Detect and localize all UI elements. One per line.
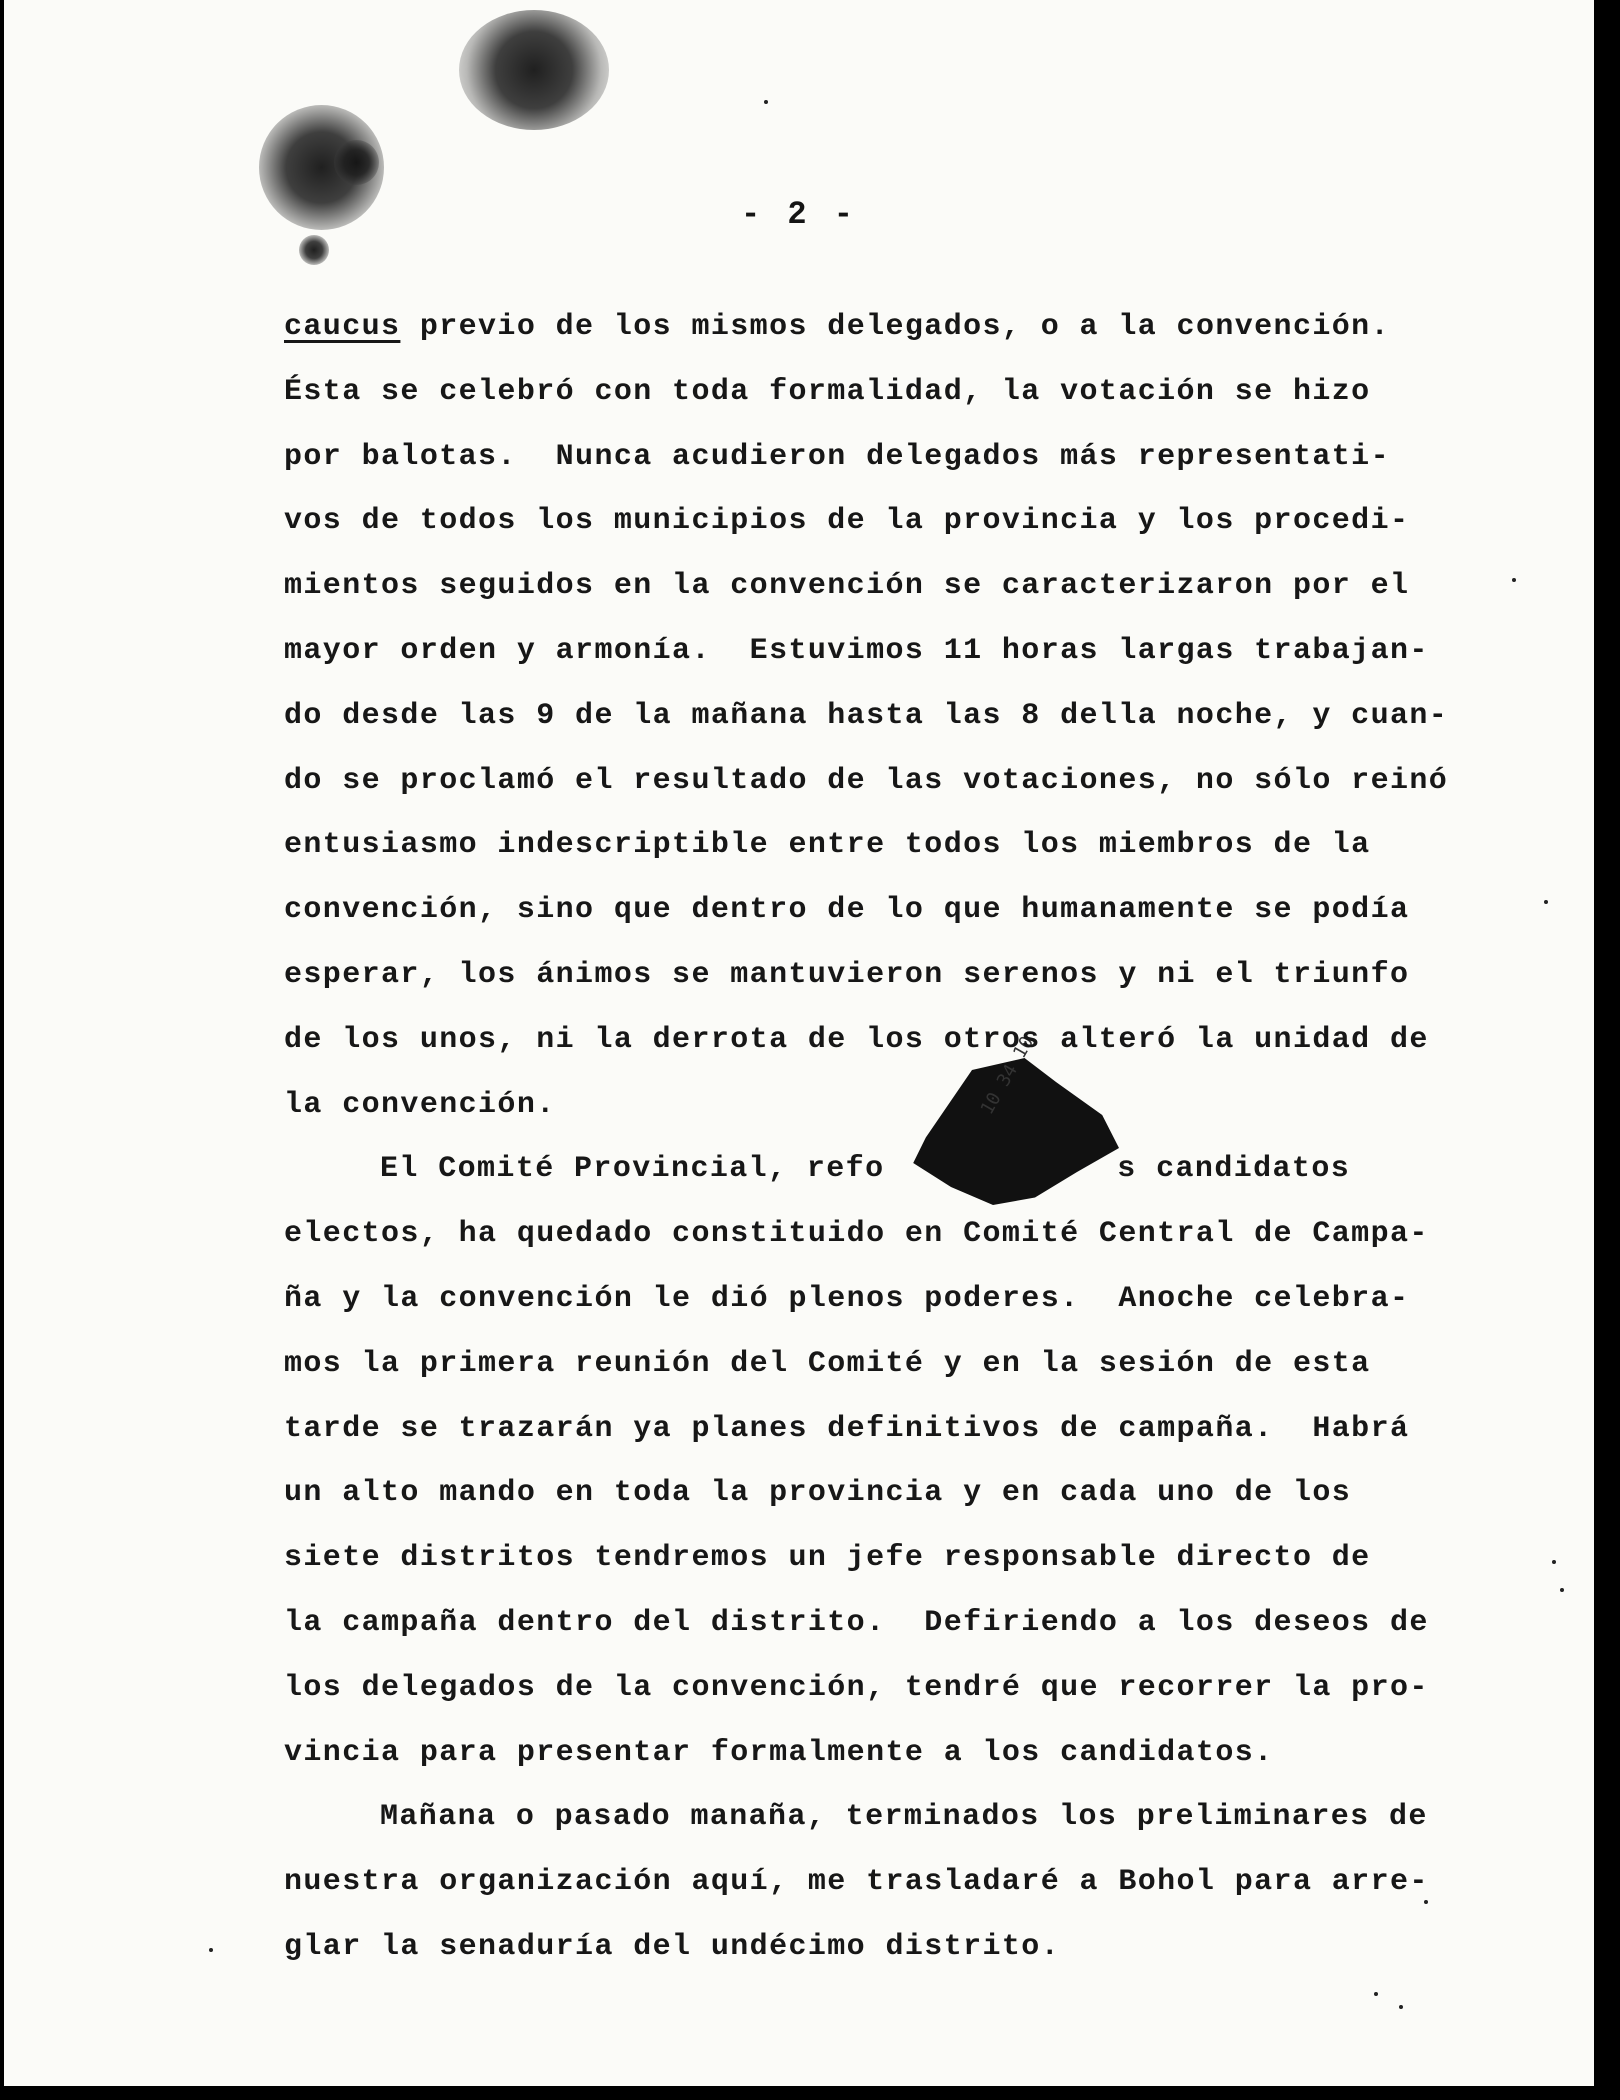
- line-text: la convención.: [284, 1087, 556, 1122]
- line-text: do se proclamó el resultado de las votaciones, no sólo reinó: [284, 763, 1449, 798]
- text-line: [284, 943, 1459, 1008]
- text-line: [284, 1785, 1459, 1850]
- line-text: do desde las 9 de la mañana hasta las 8 della noche, y cuan-: [284, 698, 1449, 733]
- scan-edge-bottom: [0, 2086, 1620, 2100]
- text-line: [284, 684, 1459, 749]
- ink-stain: [334, 140, 379, 185]
- speck: [1560, 1588, 1564, 1592]
- line-text: El Comité Provincial, refo s candidatos: [380, 1152, 1351, 1187]
- text-line: [284, 1721, 1459, 1786]
- text-line: [284, 619, 1459, 684]
- text-line: [284, 1526, 1459, 1591]
- text-line: [284, 1267, 1459, 1332]
- speck: [209, 1948, 213, 1952]
- line-text: previo de los mismos delegados, o a la convención.: [400, 310, 1390, 344]
- text-line: [284, 1397, 1459, 1462]
- text-line: [284, 1073, 1459, 1138]
- line-text: mayor orden y armonía. Estuvimos 11 horas largas trabajan-: [284, 633, 1429, 668]
- line-text: mos la primera reunión del Comité y en la sesión de esta: [284, 1346, 1371, 1381]
- ink-stain: [459, 10, 609, 130]
- text-line: [284, 554, 1459, 619]
- line-text: mientos seguidos en la convención se caracterizaron por el: [284, 569, 1410, 604]
- underlined-word: caucus: [284, 310, 401, 344]
- text-line: [284, 1850, 1459, 1915]
- text-line: [284, 1461, 1459, 1526]
- speck: [1544, 900, 1548, 904]
- text-line: [284, 489, 1459, 554]
- ink-stain: [299, 235, 329, 265]
- line-text: electos, ha quedado constituido en Comité Central de Campa-: [284, 1217, 1429, 1252]
- text-line: [284, 813, 1459, 878]
- line-text: Ésta se celebró con toda formalidad, la votación se hizo: [284, 374, 1371, 409]
- text-line: [284, 1915, 1459, 1980]
- line-text: siete distritos tendremos un jefe responsable directo de: [284, 1541, 1371, 1576]
- letter-body: [284, 295, 1459, 1980]
- line-text: Mañana o pasado manaña, terminados los preliminares de: [380, 1800, 1428, 1835]
- text-line: [284, 1137, 1459, 1202]
- scan-edge-right: [1594, 0, 1620, 2100]
- text-line: [284, 749, 1459, 814]
- text-line: [284, 425, 1459, 490]
- speck: [1552, 1560, 1556, 1564]
- line-text: por balotas. Nunca acudieron delegados más representati-: [284, 439, 1390, 474]
- text-line: [284, 1008, 1459, 1073]
- speck: [1399, 2005, 1403, 2009]
- line-text: vincia para presentar formalmente a los candidatos.: [284, 1735, 1274, 1770]
- speck: [1374, 1992, 1378, 1996]
- line-text: glar la senaduría del undécimo distrito.: [284, 1929, 1061, 1964]
- line-text: de los unos, ni la derrota de los otros alteró la unidad de: [284, 1022, 1429, 1057]
- text-line: [284, 360, 1459, 425]
- text-line: [284, 878, 1459, 943]
- speck: [1512, 578, 1516, 582]
- line-text: los delegados de la convención, tendré que recorrer la pro-: [284, 1670, 1429, 1705]
- document-page: [4, 0, 1594, 2090]
- text-line: [284, 1332, 1459, 1397]
- line-text: convención, sino que dentro de lo que humanamente se podía: [284, 893, 1410, 928]
- line-text: tarde se trazarán ya planes definitivos de campaña. Habrá: [284, 1411, 1410, 1446]
- line-text: entusiasmo indescriptible entre todos los miembros de la: [284, 828, 1371, 863]
- speck: [764, 100, 768, 104]
- line-text: ña y la convención le dió plenos poderes. Anoche celebra-: [284, 1281, 1410, 1316]
- line-text: vos de todos los municipios de la provincia y los procedi-: [284, 504, 1410, 539]
- text-line: [284, 295, 1459, 360]
- margin-stamp: 10 34 10: [976, 1032, 1039, 1119]
- text-line: [284, 1591, 1459, 1656]
- page-number: - 2 -: [740, 196, 857, 233]
- text-line: [284, 1656, 1459, 1721]
- line-text: un alto mando en toda la provincia y en cada uno de los: [284, 1476, 1352, 1511]
- line-text: la campaña dentro del distrito. Defiriendo a los deseos de: [284, 1605, 1429, 1640]
- line-text: esperar, los ánimos se mantuvieron serenos y ni el triunfo: [284, 957, 1410, 992]
- line-text: nuestra organización aquí, me trasladaré a Bohol para arre-: [284, 1865, 1429, 1900]
- text-line: [284, 1202, 1459, 1267]
